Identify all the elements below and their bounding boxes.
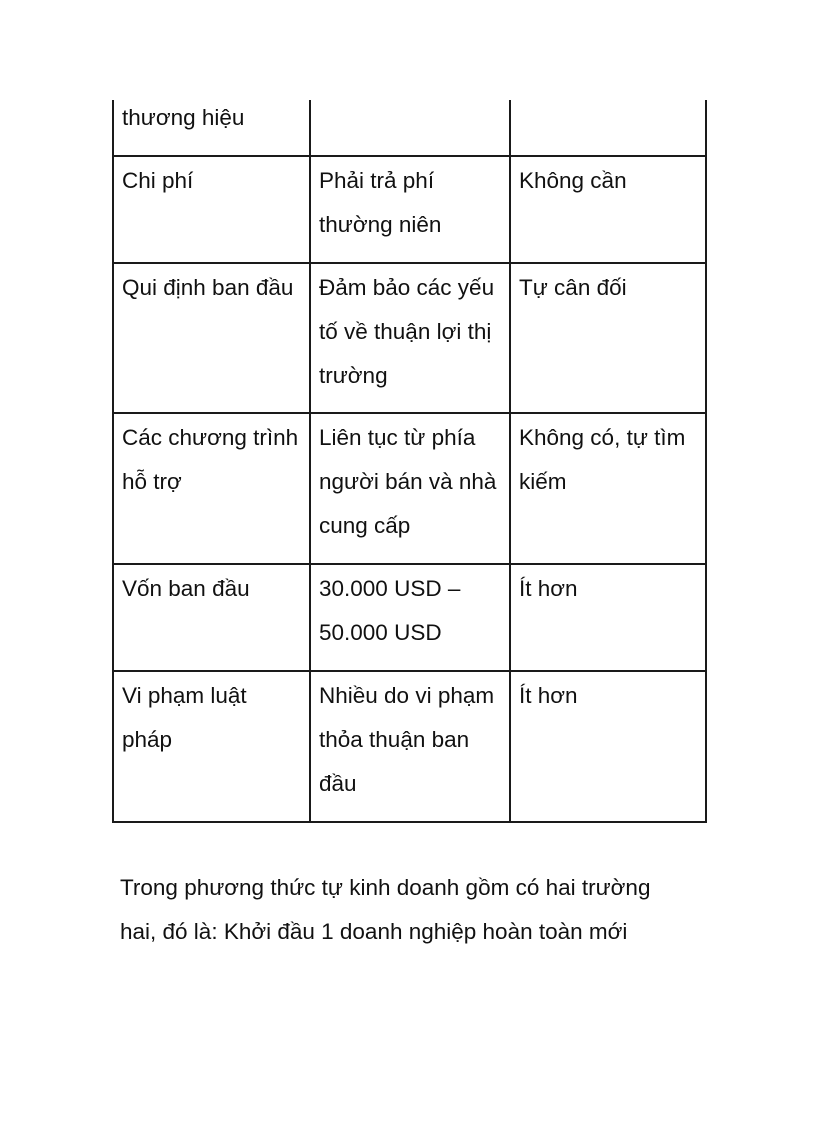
table-row [113,263,706,413]
table-row [113,156,706,263]
cell-text: Vốn ban đầu [122,576,250,601]
comparison-table [112,100,707,823]
table-cell-self-business [510,263,706,413]
cell-text: Chi phí [122,168,194,193]
cell-text: Vi phạm luật pháp [122,683,247,752]
cell-text: Ít hơn [519,683,578,708]
cell-text: Nhiều do vi phạm thỏa thuận ban đầu [319,683,495,796]
cell-text: Không cần [519,168,627,193]
cell-text: Liên tục từ phía người bán và nhà cung cấp [319,425,497,538]
table-cell-franchise [310,100,510,156]
table-cell-criterion [113,413,310,564]
cell-text: Tự cân đối [519,275,627,300]
table-cell-franchise [310,671,510,822]
table-row [113,413,706,564]
table-cell-franchise [310,263,510,413]
table-cell-franchise [310,156,510,263]
table-cell-franchise [310,413,510,564]
cell-text: Đảm bảo các yếu tố về thuận lợi thị trường [319,275,495,388]
cell-text: Các chương trình hỗ trợ [122,425,299,494]
table-cell-criterion [113,564,310,671]
table-row [113,100,706,156]
table-cell-self-business [510,100,706,156]
cell-text: Qui định ban đầu [122,275,294,300]
cell-text: Phải trả phí thường niên [319,168,442,237]
paragraph-line: hai, đó là: Khởi đầu 1 doanh nghiệp hoàn toàn mới [120,919,628,944]
table-cell-criterion [113,100,310,156]
paragraph-line: Trong phương thức tự kinh doanh gồm có hai trường [120,875,651,900]
table-row [113,671,706,822]
cell-text: thương hiệu [122,105,245,130]
cell-text: Ít hơn [519,576,578,601]
table-cell-criterion [113,671,310,822]
table-cell-self-business [510,671,706,822]
table-cell-self-business [510,413,706,564]
cell-text: 30.000 USD – 50.000 USD [319,576,461,645]
table-row [113,564,706,671]
table-cell-self-business [510,564,706,671]
table-cell-criterion [113,263,310,413]
table-cell-self-business [510,156,706,263]
table-cell-criterion [113,156,310,263]
table-cell-franchise [310,564,510,671]
body-paragraph [120,866,720,954]
cell-text: Không có, tự tìm kiếm [519,425,686,494]
